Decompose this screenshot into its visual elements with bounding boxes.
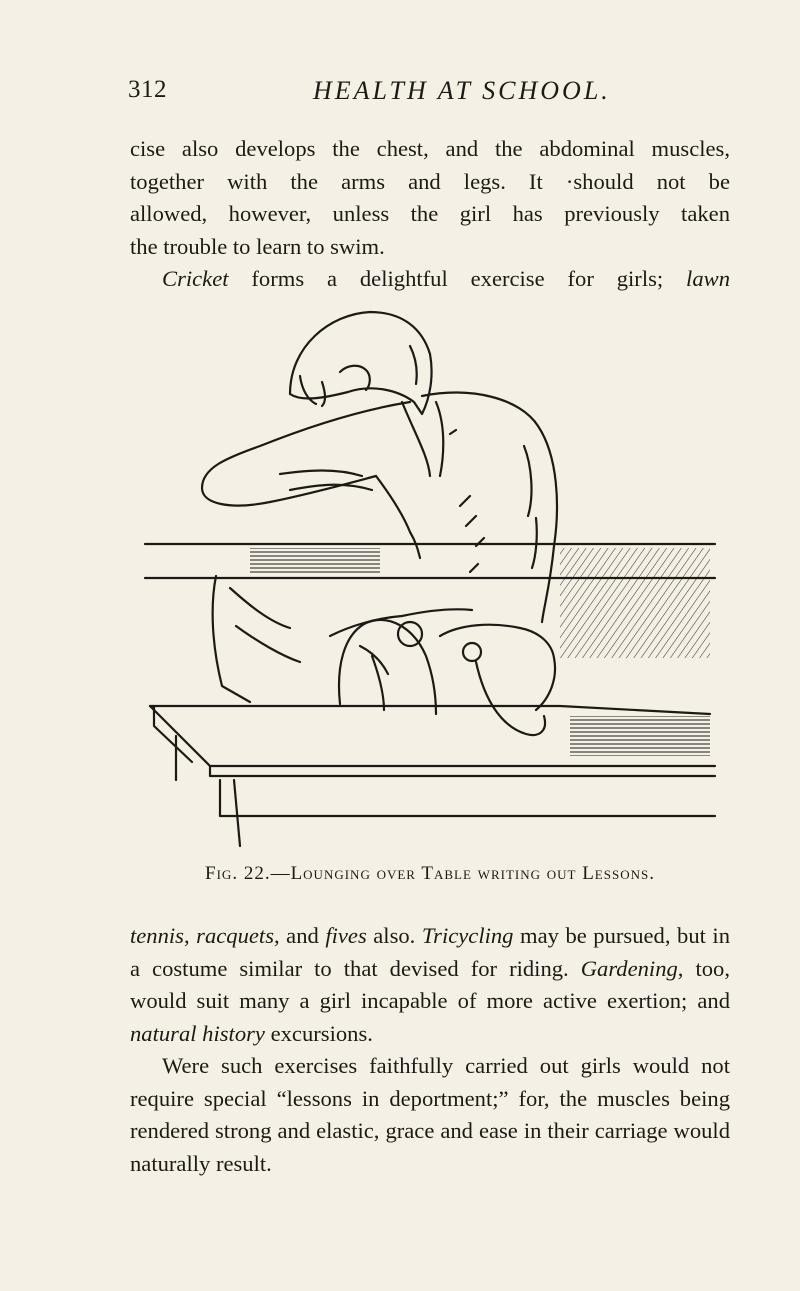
- italic-term: Cricket: [162, 266, 229, 291]
- running-head: HEALTH AT SCHOOL.: [313, 76, 611, 105]
- italic-term: fives: [325, 923, 367, 948]
- text-run: forms a delightful exercise for girls;: [228, 266, 687, 291]
- text-run: may be pursued, but in a costume similar to that devised for riding.: [130, 923, 731, 981]
- italic-term: Tricycling: [421, 923, 514, 948]
- text-run: , and: [273, 923, 326, 948]
- italic-term: tennis: [130, 923, 184, 948]
- seat-shading: [570, 716, 710, 756]
- rib-shadow: [524, 446, 537, 568]
- text-line: [130, 263, 730, 296]
- text-run: also.: [366, 923, 422, 948]
- chair-leg: [234, 780, 240, 846]
- text-run: excursions.: [264, 1020, 373, 1046]
- italic-term: Gardening: [580, 955, 678, 981]
- arm-side: [376, 476, 420, 558]
- figure-caption: Fig. 22.—Lounging over Table writing out Lessons.: [205, 863, 655, 884]
- arm-upper: [202, 402, 410, 506]
- text-line: the trouble to learn to swim.: [130, 233, 385, 259]
- text-run: , too, would suit many a girl incapable of more active exertion; and: [130, 955, 730, 1013]
- head: [290, 312, 432, 414]
- skirt-left: [213, 576, 250, 702]
- text-run: ,: [183, 923, 197, 948]
- shoulder-line: [402, 402, 430, 476]
- italic-term: racquets: [196, 923, 274, 948]
- bow-knot-right: [463, 643, 481, 661]
- table-shading-right: [560, 548, 710, 658]
- spine-detail: [436, 402, 484, 572]
- illustration-figure: [140, 306, 720, 851]
- paragraph-2: Were such exercises faithfully carried out girls would not require special “lessons in deportment;” for, the muscles being rendered strong and elastic, grace and ease in their carriage would naturally result.: [130, 1053, 730, 1176]
- bottom-text: [130, 920, 730, 1180]
- sash-loop: [476, 662, 545, 735]
- paragraph-1: [130, 920, 730, 1050]
- chair-back-edge: [150, 706, 710, 714]
- text-line: allowed, however, unless the girl has previously taken: [130, 201, 730, 226]
- italic-term: natural history: [130, 1020, 265, 1046]
- skirt-folds: [230, 588, 300, 662]
- bustle-right: [440, 625, 555, 710]
- hand: [340, 366, 370, 390]
- page-number: 312: [128, 76, 167, 103]
- italic-term: lawn: [686, 266, 730, 291]
- drapery-folds: [360, 646, 388, 710]
- page-header: [128, 76, 728, 116]
- text-line: together with the arms and legs. It ·should not be: [130, 168, 730, 194]
- top-paragraph: [130, 133, 730, 296]
- table-shading-left: [250, 548, 380, 574]
- text-line: cise also develops the chest, and the abdominal muscles,: [130, 136, 730, 161]
